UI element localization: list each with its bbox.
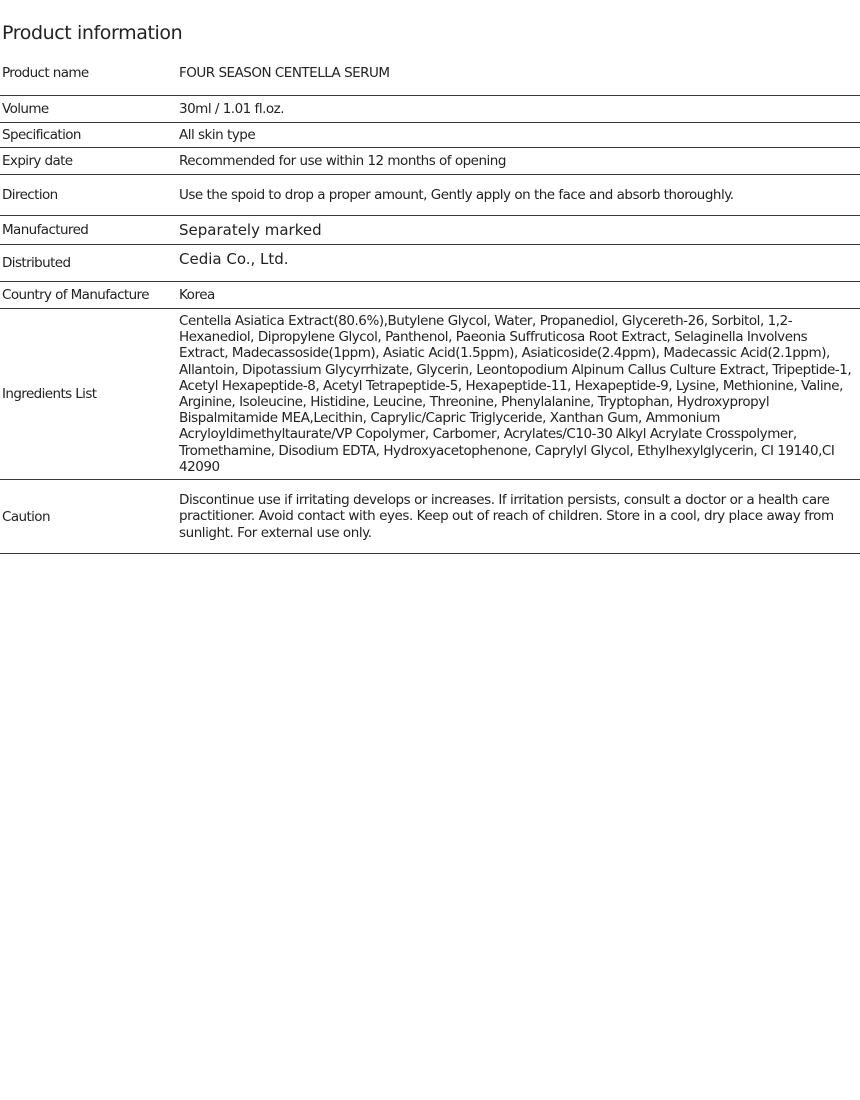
distributed-label: Distributed [2,255,71,271]
row-manufactured [0,216,860,245]
direction-label: Direction [2,187,58,203]
row-caution [0,480,860,554]
expiry-date-value: Recommended for use within 12 months of opening [179,153,506,169]
distributed-value: Cedia Co., Ltd. [179,250,289,268]
volume-value: 30ml / 1.01 fl.oz. [179,101,284,117]
product-name-label: Product name [2,65,89,81]
volume-label: Volume [2,101,49,117]
manufactured-value: Separately marked [179,221,322,239]
caution-label: Caution [2,508,50,525]
specification-value: All skin type [179,127,256,143]
country-label: Country of Manufacture [2,287,149,303]
row-expiry-date [0,148,860,175]
country-value: Korea [179,287,215,303]
manufactured-label: Manufactured [2,222,89,238]
specification-label: Specification [2,127,81,143]
product-info-table [0,57,860,554]
direction-value: Use the spoid to drop a proper amount, Gently apply on the face and absorb thoroughly. [179,187,734,203]
row-product-name [0,57,860,96]
row-volume [0,96,860,123]
caution-value: Discontinue use if irritating develops or increases. If irritation persists, consult a doctor or a health care practitioner. Avoid contact with eyes. Keep out of reach of children. Store in a cool, dry place away from sunlight. For external use only. [179,491,834,541]
row-country-of-manufacture [0,282,860,309]
row-direction [0,175,860,216]
product-name-value: FOUR SEASON CENTELLA SERUM [179,65,390,81]
expiry-date-label: Expiry date [2,153,73,169]
row-ingredients-list [0,309,860,480]
ingredients-label: Ingredients List [2,386,97,402]
row-specification [0,123,860,148]
page-title: Product information [2,22,183,44]
row-distributed [0,245,860,282]
ingredients-value: Centella Asiatica Extract(80.6%),Butylene Glycol, Water, Propanediol, Glycereth-26, Sorbitol, 1,2-Hexanediol, Dipropylene Glycol, Panthenol, Paeonia Suffruticosa Root Extract, Selaginella Involvens Extract, Madecassoside(1ppm), Asiatic Acid(1.5ppm), Asiaticoside(2.4ppm), Madecassic Acid(2.1ppm), Allantoin, Dipotassium Glycyrrhizate, Glycerin, Leontopodium Alpinum Callus Culture Extract, Tripeptide-1, Acetyl Hexapeptide-8, Acetyl Tetrapeptide-5, Hexapeptide-11, Hexapeptide-9, Lysine, Methionine, Valine, Arginine, Isoleucine, Histidine, Leucine, Threonine, Phenylalanine, Tryptophan, Hydroxypropyl Bispalmitamide MEA,Lecithin, Caprylic/Capric Triglyceride, Xanthan Gum, Ammonium Acryloyldimethyltaurate/VP Copolymer, Carbomer, Acrylates/C10-30 Alkyl Acrylate Crosspolymer, Tromethamine, Disodium EDTA, Hydroxyacetophenone, Caprylyl Glycol, Ethylhexylglycerin, CI 19140,CI 42090 [179,312,852,475]
